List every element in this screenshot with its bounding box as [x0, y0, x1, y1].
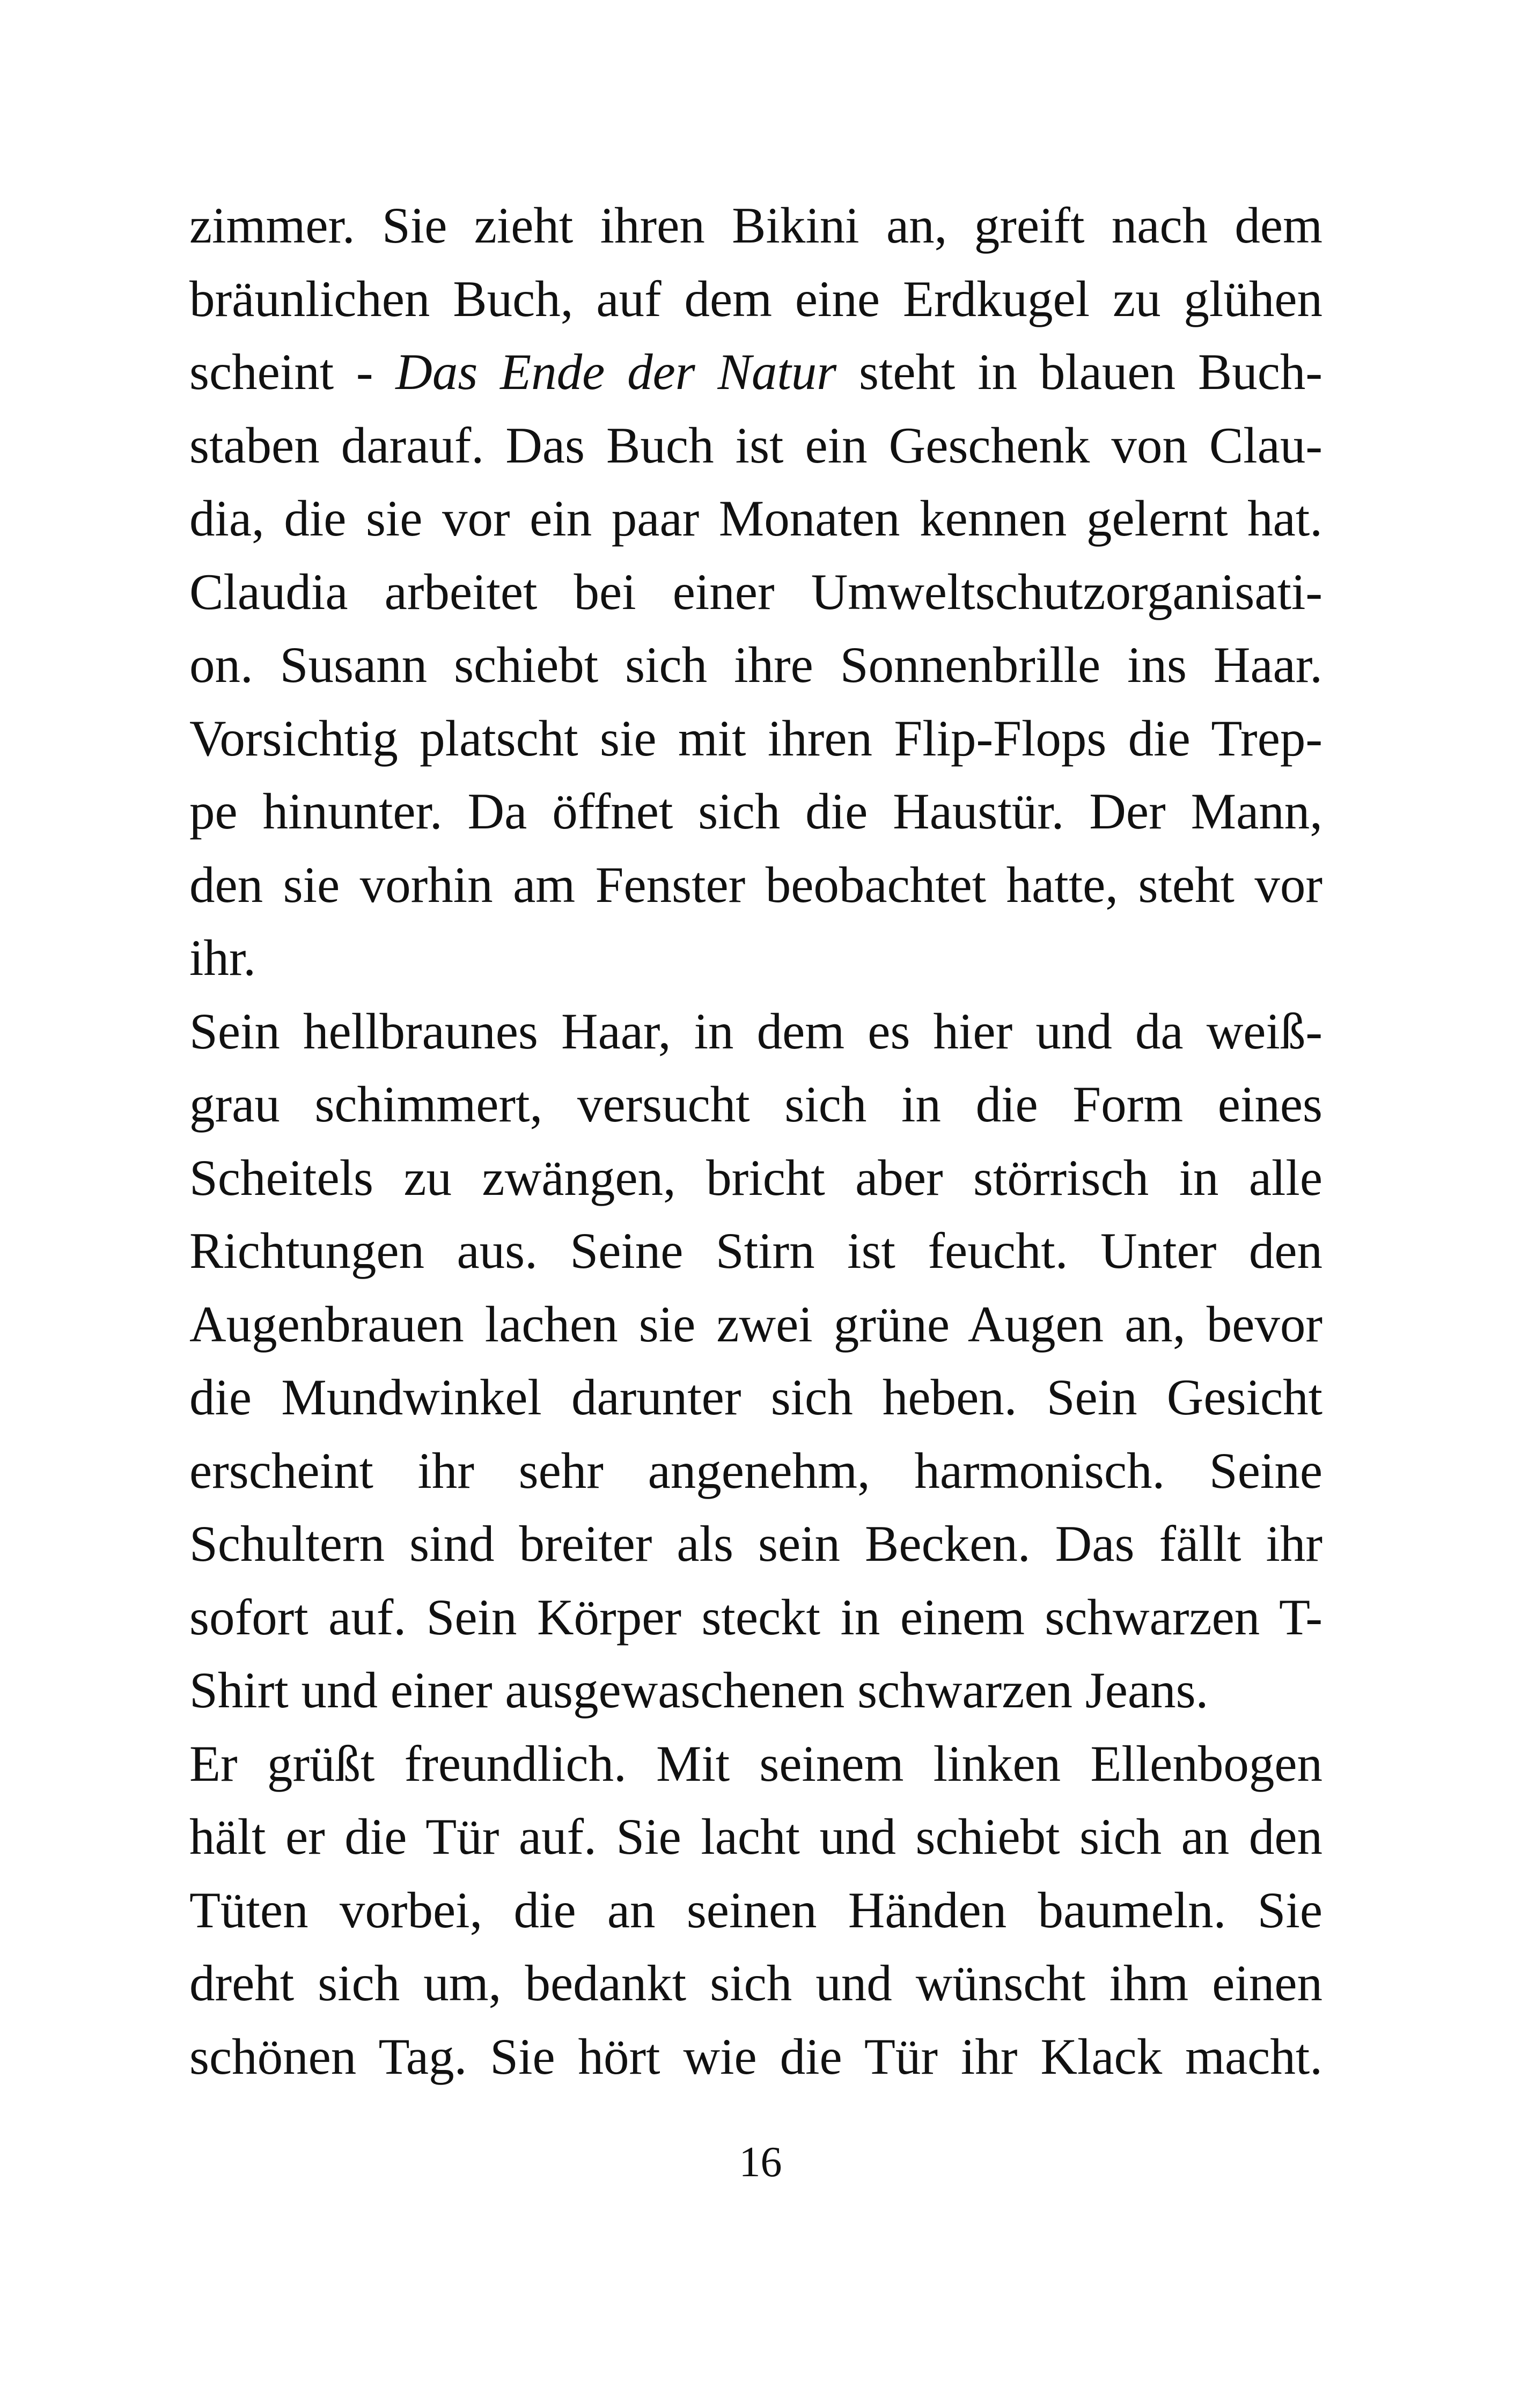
text-line-24: Tüten vorbei, die an seinen Händen baumeln. Sie — [189, 1881, 1322, 1939]
text-line-3 — [189, 335, 1322, 409]
text-line-21: Shirt und einer ausgewaschenen schwarzen Jeans. — [189, 1662, 1209, 1719]
text-line-17: die Mundwinkel darunter sich heben. Sein Gesicht — [189, 1369, 1322, 1426]
text-line-1: zimmer. Sie zieht ihren Bikini an, greift nach dem — [189, 197, 1322, 254]
text-line-2: bräunlichen Buch, auf dem eine Erdkugel zu glühen — [189, 270, 1322, 327]
text-line-20: sofort auf. Sein Körper steckt in einem schwarzen T- — [189, 1588, 1322, 1646]
text-line-3-suffix: steht in blauen Buch- — [859, 343, 1322, 400]
text-line-25: dreht sich um, bedankt sich und wünscht ihm einen — [189, 1955, 1322, 2011]
text-line-7: on. Susann schiebt sich ihre Sonnenbrille ins Haar. — [189, 636, 1322, 693]
text-line-6: Claudia arbeitet bei einer Umweltschutzorganisati- — [189, 563, 1322, 620]
text-line-19: Schultern sind breiter als sein Becken. Das fällt ihr — [189, 1515, 1322, 1572]
text-line-26: schönen Tag. Sie hört wie die Tür ihr Klack macht. — [189, 2028, 1322, 2085]
text-line-23: hält er die Tür auf. Sie lacht und schiebt sich an den — [189, 1808, 1322, 1865]
text-line-22: Er grüßt freundlich. Mit seinem linken Ellenbogen — [189, 1735, 1322, 1792]
text-line-16: Augenbrauen lachen sie zwei grüne Augen an, bevor — [189, 1295, 1322, 1353]
text-line-13: grau schimmert, versucht sich in die Form eines — [189, 1076, 1322, 1133]
page-number: 16 — [739, 2139, 782, 2186]
text-line-18: erscheint ihr sehr angenehm, harmonisch. Seine — [189, 1442, 1322, 1499]
text-line-3-prefix: scheint - — [189, 343, 396, 400]
text-line-5: dia, die sie vor ein paar Monaten kennen gelernt hat. — [189, 490, 1322, 547]
body-text — [189, 189, 1322, 2093]
text-line-12: Sein hellbraunes Haar, in dem es hier und da weiß- — [189, 1002, 1322, 1060]
book-title: Das Ende der Natur — [395, 343, 837, 400]
text-line-8: Vorsichtig platscht sie mit ihren Flip-Flops die Trep- — [189, 709, 1322, 767]
text-line-9: pe hinunter. Da öffnet sich die Haustür. Der Mann, — [189, 783, 1322, 840]
text-line-15: Richtungen aus. Seine Stirn ist feucht. Unter den — [189, 1222, 1322, 1279]
text-line-10: den sie vorhin am Fenster beobachtet hatte, steht vor — [189, 856, 1322, 913]
text-line-11: ihr. — [189, 929, 256, 986]
text-line-4: staben darauf. Das Buch ist ein Geschenk von Clau- — [189, 416, 1322, 474]
text-line-14: Scheitels zu zwängen, bricht aber störrisch in alle — [189, 1149, 1322, 1206]
